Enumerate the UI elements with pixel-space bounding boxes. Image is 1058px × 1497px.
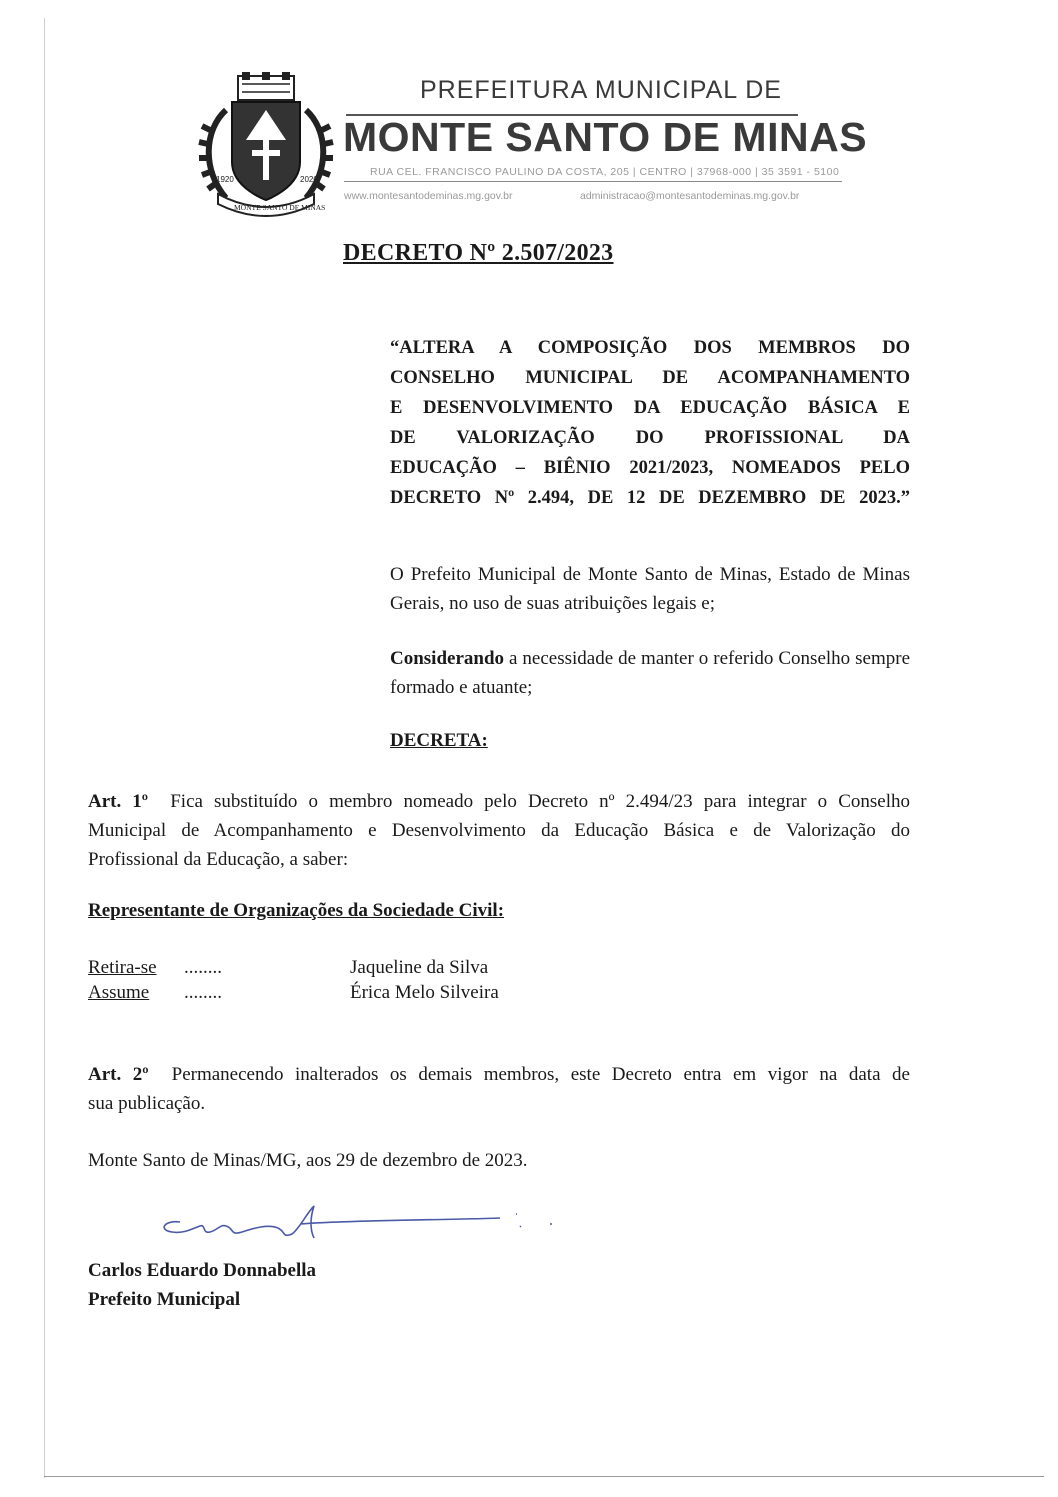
- considerando-paragraph: [390, 644, 910, 702]
- article-2-line-1: [88, 1060, 910, 1089]
- ementa-line: DE VALORIZAÇÃO DO PROFISSIONAL DA: [390, 428, 910, 448]
- preamble-paragraph: O Prefeito Municipal de Monte Santo de Minas, Estado de Minas Gerais, no uso de suas atribuições legais e;: [390, 564, 910, 614]
- representative-heading: Representante de Organizações da Sociedade Civil:: [88, 900, 505, 921]
- member-name: Jaqueline da Silva: [350, 957, 489, 978]
- member-row-assumes: [88, 980, 499, 1005]
- svg-text:2020: 2020: [300, 175, 318, 184]
- article-1-line-2: Municipal de Acompanhamento e Desenvolvimento da Educação Básica e de Valorização do: [88, 820, 910, 841]
- member-name: Érica Melo Silveira: [350, 982, 499, 1003]
- decree-title: DECRETO Nº 2.507/2023: [343, 240, 614, 266]
- signer-role: Prefeito Municipal: [88, 1289, 241, 1310]
- place-date: Monte Santo de Minas/MG, aos 29 de dezembro de 2023.: [88, 1150, 528, 1171]
- svg-text:MONTE SANTO DE MINAS: MONTE SANTO DE MINAS: [234, 203, 326, 212]
- decreta-heading: DECRETA:: [390, 730, 488, 751]
- header-title: MONTE SANTO DE MINAS: [343, 114, 868, 160]
- municipal-crest-icon: [196, 70, 336, 218]
- article-1: [88, 787, 910, 874]
- header-website: www.montesantodeminas.mg.gov.br: [344, 190, 513, 202]
- article-2-text: Permanecendo inalterados os demais membros, este Decreto entra em vigor na data de: [171, 1064, 910, 1085]
- article-1-text: Fica substituído o membro nomeado pelo Decreto nº 2.494/23 para integrar o Conselho: [170, 791, 910, 812]
- svg-text:1920: 1920: [216, 175, 234, 184]
- ementa-line: E DESENVOLVIMENTO DA EDUCAÇÃO BÁSICA E: [390, 398, 910, 418]
- signer-name: Carlos Eduardo Donnabella: [88, 1260, 317, 1281]
- considerando-label: Considerando: [390, 648, 505, 669]
- ementa-line: CONSELHO MUNICIPAL DE ACOMPANHAMENTO: [390, 368, 910, 388]
- member-role: Retira-se: [88, 957, 157, 978]
- ementa-line: EDUCAÇÃO – BIÊNIO 2021/2023, NOMEADOS PELO: [390, 458, 910, 478]
- member-row-removed: [88, 955, 488, 980]
- ementa-line: “ALTERA A COMPOSIÇÃO DOS MEMBROS DO: [390, 338, 910, 358]
- header-rule-secondary: [344, 181, 842, 182]
- header-email: administracao@montesantodeminas.mg.gov.br: [580, 190, 800, 202]
- article-2-line-2: sua publicação.: [88, 1093, 206, 1114]
- member-role: Assume: [88, 982, 150, 1003]
- scan-edge-bottom: [44, 1476, 1044, 1477]
- member-dots: ........: [184, 957, 222, 978]
- article-2: [88, 1060, 910, 1118]
- header-subtitle: PREFEITURA MUNICIPAL DE: [420, 76, 782, 104]
- header-address: RUA CEL. FRANCISCO PAULINO DA COSTA, 205 | CENTRO | 37968-000 | 35 3591 - 5100: [370, 166, 840, 178]
- article-2-label: Art. 2º: [88, 1064, 149, 1085]
- article-1-label: Art. 1º: [88, 791, 149, 812]
- article-1-line-3: Profissional da Educação, a saber:: [88, 849, 349, 870]
- scan-edge-left: [44, 18, 45, 1478]
- member-dots: ........: [184, 982, 222, 1003]
- ementa-line: DECRETO Nº 2.494, DE 12 DE DEZEMBRO DE 2023.”: [390, 488, 910, 508]
- decree-ementa: [390, 333, 910, 513]
- article-1-line-1: [88, 787, 910, 816]
- handwritten-signature: [150, 1198, 570, 1248]
- considerando-text: a necessidade de manter o referido Conselho sempre formado e atuante;: [390, 648, 910, 698]
